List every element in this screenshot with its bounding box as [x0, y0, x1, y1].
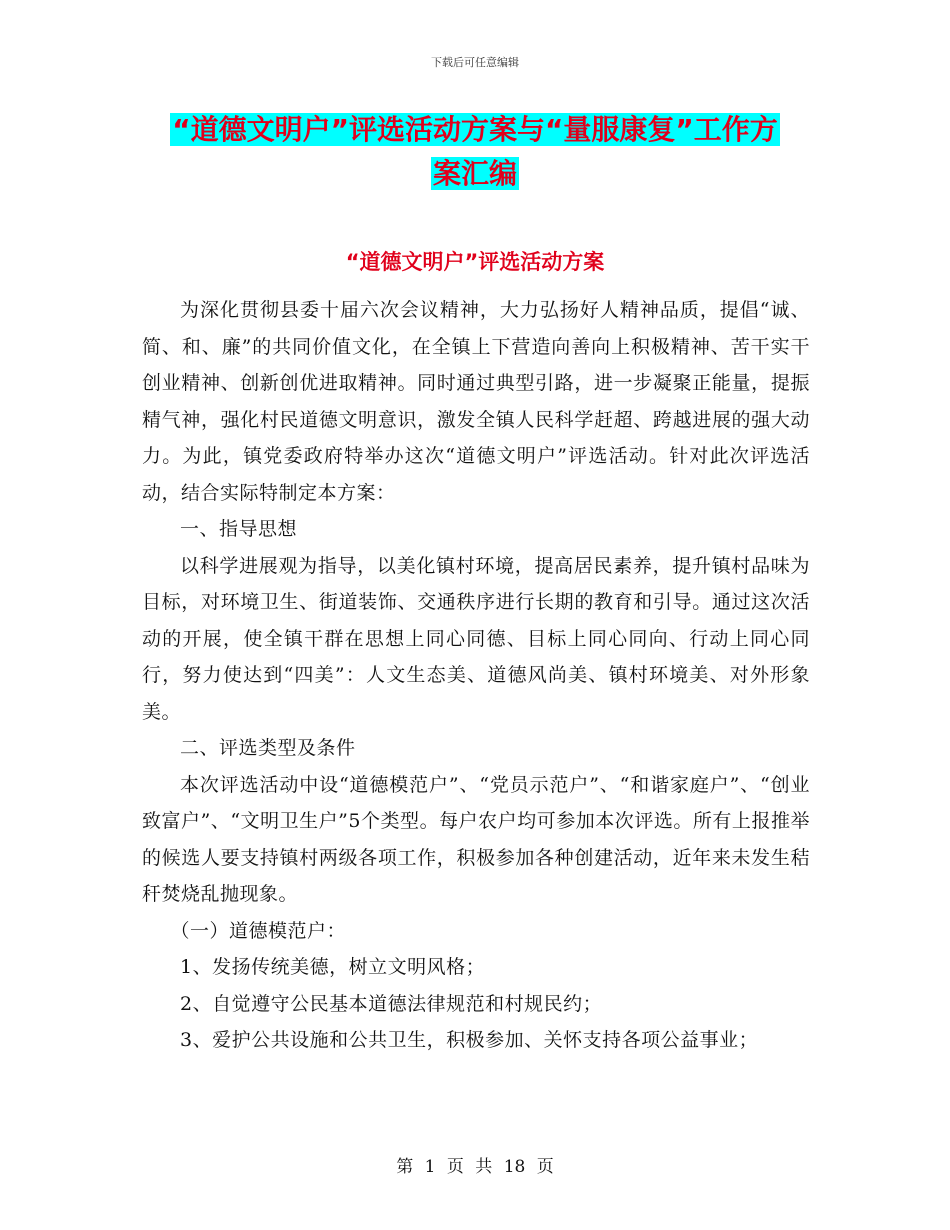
section-title: “道德文明户”评选活动方案	[345, 250, 605, 274]
list-item: 1、发扬传统美德，树立文明风格；	[180, 956, 486, 978]
list-item: 3、爱护公共设施和公共卫生，积极参加、关怀支持各项公益事业；	[180, 1029, 759, 1051]
page-header-note: 下载后可任意编辑	[431, 56, 519, 69]
list-item: 2、自觉遵守公民基本道德法律规范和村规民约；	[180, 992, 603, 1015]
heading-selection-types: 二、评选类型及条件	[180, 737, 356, 759]
document-title	[140, 108, 810, 196]
document-title-line2: 案汇编	[432, 157, 517, 190]
page-number: 第 1 页 共 18 页	[396, 1157, 554, 1177]
paragraph-intro: 为深化贯彻县委十届六次会议精神，大力弘扬好人精神品质，提倡“诚、简、和、廉”的共同价值文化，在全镇上下营造向善向上积极精神、苦干实干创业精神、创新创优进取精神。同时通过典型引路，进一步凝聚正能量，提振精气神，强化村民道德文明意识，激发全镇人民科学赶超、跨越进展的强大动力。为此，镇党委政府特举办这次“道德文明户”评选活动。针对此次评选活动，结合实际特制定本方案：	[142, 299, 810, 504]
document-title-line1: “道德文明户”评选活动方案与“量服康复”工作方	[172, 113, 778, 146]
paragraph-guiding-ideology: 以科学进展观为指导，以美化镇村环境，提高居民素养，提升镇村品味为目标，对环境卫生、街道装饰、交通秩序进行长期的教育和引导。通过这次活动的开展，使全镇干群在思想上同心同德、目标上同心同向、行动上同心同行，努力使达到“四美”：人文生态美、道德风尚美、镇村环境美、对外形象美。	[142, 554, 810, 723]
document-body	[142, 292, 810, 1059]
paragraph-selection-types: 本次评选活动中设“道德模范户”、“党员示范户”、“和谐家庭户”、“创业致富户”、“文明卫生户”5个类型。每户农户均可参加本次评选。所有上报推举的候选人要支持镇村两级各项工作，积极参加各种创建活动，近年来未发生秸秆焚烧乱抛现象。	[142, 773, 810, 905]
heading-guiding-ideology: 一、指导思想	[180, 518, 298, 540]
subheading-moral-model: （一）道德模范户：	[170, 919, 347, 942]
